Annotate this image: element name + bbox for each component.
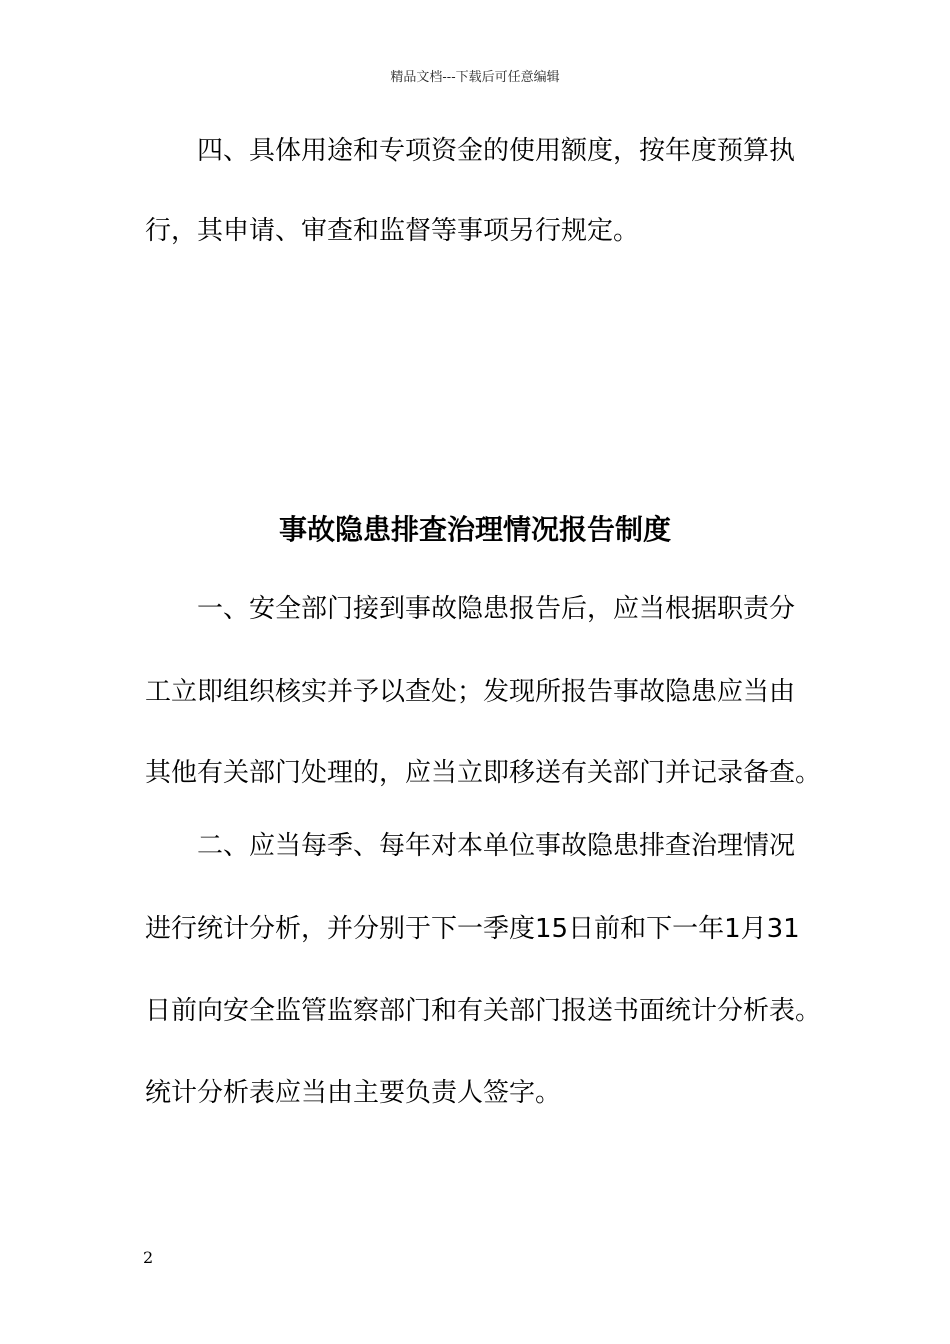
paragraph-line: 其他有关部门处理的，应当立即移送有关部门并记录备查。: [145, 758, 822, 788]
paragraph-line: 工立即组织核实并予以查处；发现所报告事故隐患应当由: [145, 677, 796, 707]
paragraph-line: 四、具体用途和专项资金的使用额度，按年度预算执: [197, 136, 796, 166]
paragraph-line: 二、应当每季、每年对本单位事故隐患排查治理情况: [197, 831, 796, 861]
paragraph-line: 行，其申请、审查和监督等事项另行规定。: [145, 216, 640, 246]
paragraph-line: 日前向安全监管监察部门和有关部门报送书面统计分析表。: [145, 996, 822, 1026]
paragraph-line: 一、安全部门接到事故隐患报告后，应当根据职责分: [197, 594, 796, 624]
paragraph-line: 统计分析表应当由主要负责人签字。: [145, 1078, 562, 1108]
section-title: 事故隐患排查治理情况报告制度: [278, 513, 671, 546]
page-number: 2: [143, 1248, 154, 1267]
paragraph-line: 进行统计分析，并分别于下一季度15日前和下一年1月31: [145, 914, 800, 944]
page-header: 精品文档---下载后可任意编辑: [390, 70, 560, 85]
